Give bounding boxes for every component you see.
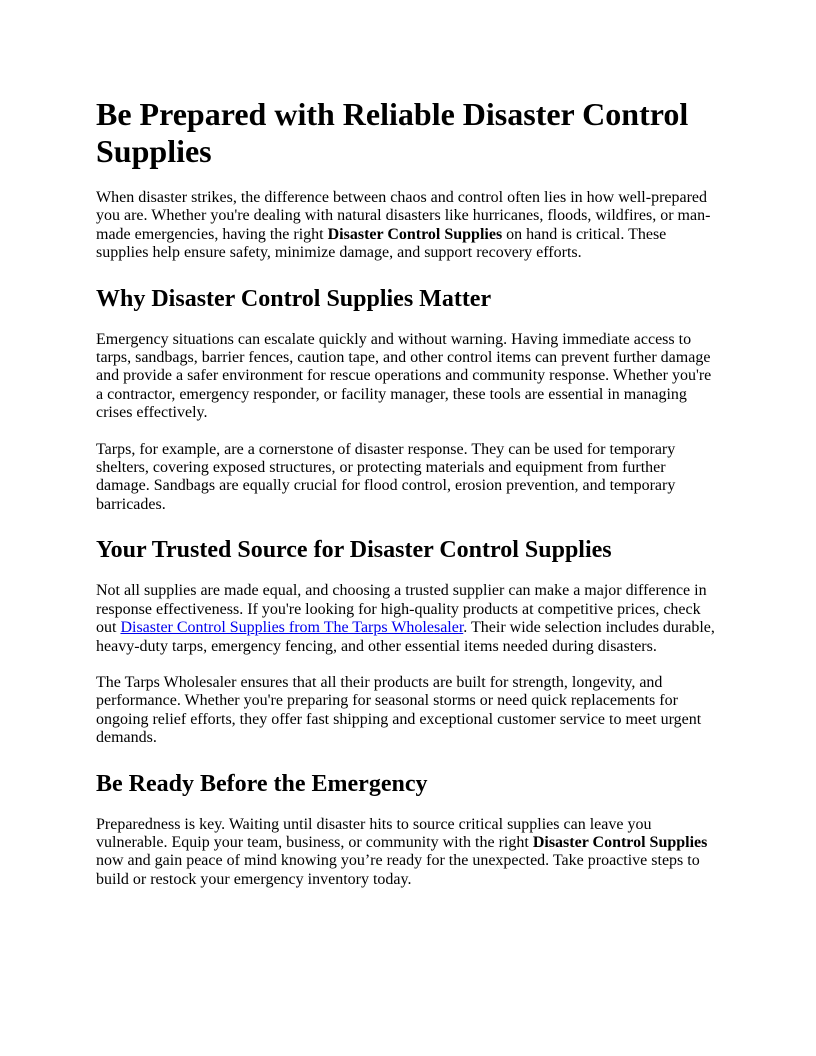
why-matter-paragraph-2: Tarps, for example, are a cornerstone of disaster response. They can be used for temporary shelters, covering exposed structures, or protecting materials and equipment from further damage. Sandbags are equally crucial for flood control, erosion prevention, and temporary barricades. <box>96 440 676 513</box>
be-ready-text-end: now and gain peace of mind knowing you’re ready for the unexpected. Take proactive steps to build or restock your emergency inventory today. <box>96 852 700 888</box>
be-ready-paragraph <box>96 816 720 890</box>
section-heading-trusted-source: Your Trusted Source for Disaster Control Supplies <box>96 537 612 564</box>
page-title: Be Prepared with Reliable Disaster Control Supplies <box>96 96 689 169</box>
be-ready-bold-keyword: Disaster Control Supplies <box>532 833 708 851</box>
trusted-source-paragraph-2: The Tarps Wholesaler ensures that all their products are built for strength, longevity, and performance. Whether you're preparing for seasonal storms or need quick replacements for ongoing relief efforts, they offer fast shipping and exceptional customer service to meet urgent demands. <box>96 673 702 747</box>
trusted-source-paragraph-1 <box>96 582 720 656</box>
tarps-wholesaler-link[interactable]: Disaster Control Supplies from The Tarps Wholesaler <box>120 619 464 637</box>
intro-paragraph <box>96 189 720 263</box>
trusted-source-text-end: . Their wide selection includes durable, heavy-duty tarps, emergency fencing, and other essential items needed during disasters. <box>96 619 715 655</box>
intro-text-start: When disaster strikes, the difference between chaos and control often lies in how well-prepared you are. Whether you're dealing with natural disasters like hurricanes, floods, wildfires, or man-made emergencies, having the right <box>96 189 711 243</box>
section-heading-be-ready: Be Ready Before the Emergency <box>96 770 428 797</box>
section-heading-why-matter: Why Disaster Control Supplies Matter <box>96 285 492 312</box>
why-matter-paragraph-1: Emergency situations can escalate quickly and without warning. Having immediate access to tarps, sandbags, barrier fences, caution tape, and other control items can prevent further damage and provide a safer environment for rescue operations and community response. Whether you're a contractor, emergency responder, or facility manager, these tools are essential in managing crises effectively. <box>96 330 712 422</box>
document-page <box>96 96 720 907</box>
be-ready-text-start: Preparedness is key. Waiting until disaster hits to source critical supplies can leave you vulnerable. Equip your team, business, or community with the right <box>96 815 652 851</box>
intro-bold-keyword: Disaster Control Supplies <box>327 225 503 243</box>
intro-text-end: on hand is critical. These supplies help ensure safety, minimize damage, and support recovery efforts. <box>96 225 667 262</box>
trusted-source-text-start: Not all supplies are made equal, and choosing a trusted supplier can make a major difference in response effectiveness. If you're looking for high-quality products at competitive prices, check out <box>96 582 707 637</box>
